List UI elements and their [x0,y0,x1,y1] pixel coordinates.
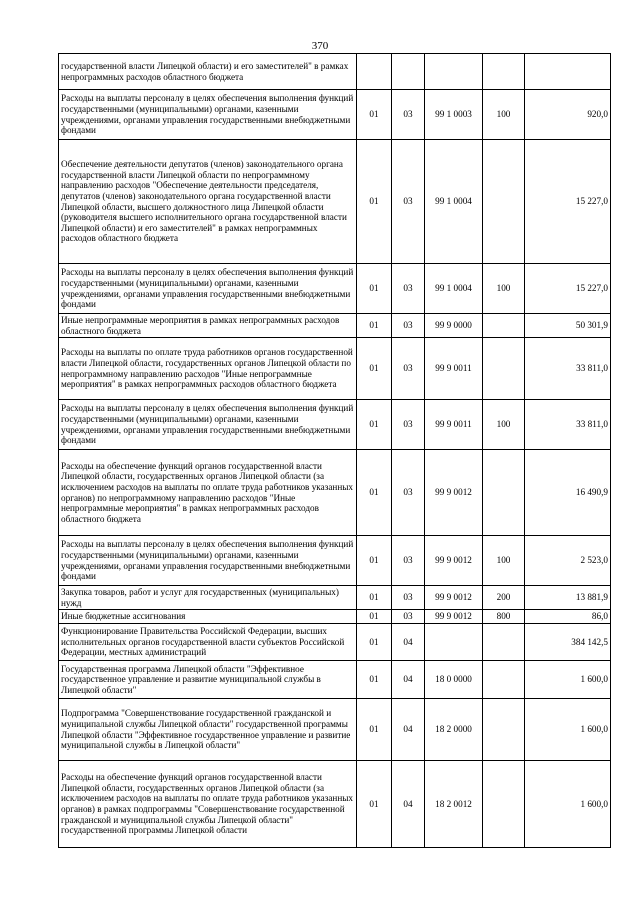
table-row [59,624,611,661]
row-article: 99 9 0012 [425,450,483,536]
row-name: Расходы на выплаты персоналу в целях обеспечения выполнения функций государственными (муниципальными) органами, казенными учреждениями, органами управления государственными внебюджетными фондами [59,264,357,314]
row-name: Расходы на выплаты персоналу в целях обеспечения выполнения функций государственными (муниципальными) органами, казенными учреждениями, органами управления государственными внебюджетными фондами [59,400,357,450]
row-subsection: 03 [392,90,425,140]
row-section: 01 [357,586,392,610]
row-subsection: 04 [392,624,425,661]
row-expense-type [483,54,525,90]
row-section: 01 [357,661,392,699]
row-name: Расходы на обеспечение функций органов государственной власти Липецкой области, государственных органов Липецкой области (за исключением расходов на выплаты по оплате труда работников указанных органов) по непрограммному направлению расходов "Иные непрограммные мероприятия" в рамках непрограммных расходов областного бюджета [59,450,357,536]
table-row [59,761,611,848]
row-section: 01 [357,264,392,314]
table-row [59,699,611,761]
row-section: 01 [357,610,392,624]
row-sum: 384 142,5 [525,624,611,661]
row-name: Обеспечение деятельности депутатов (членов) законодательного органа государственной власти Липецкой области по непрограммному направлению расходов "Обеспечение деятельности председателя, депутатов (членов) законодательного органа государственной власти Липецкой области, высшего должностного лица Липецкой области (руководителя высшего исполнительного органа государственной власти Липецкой области) и его заместителей" в рамках непрограммных расходов областного бюджета [59,140,357,264]
row-subsection: 03 [392,536,425,586]
row-article: 18 2 0012 [425,761,483,848]
row-sum [525,54,611,90]
row-article: 99 1 0003 [425,90,483,140]
row-article: 18 2 0000 [425,699,483,761]
row-sum: 15 227,0 [525,140,611,264]
row-article [425,624,483,661]
row-name: государственной власти Липецкой области) и его заместителей" в рамках непрограммных расходов областного бюджета [59,54,357,90]
row-expense-type: 100 [483,90,525,140]
row-name: Функционирование Правительства Российской Федерации, высших исполнительных органов государственной власти субъектов Российской Федерации, местных администраций [59,624,357,661]
row-subsection: 03 [392,610,425,624]
row-expense-type [483,761,525,848]
table-row [59,536,611,586]
budget-table-body [59,54,611,848]
row-expense-type [483,140,525,264]
row-sum: 1 600,0 [525,699,611,761]
row-section: 01 [357,699,392,761]
row-sum: 15 227,0 [525,264,611,314]
table-row [59,54,611,90]
row-expense-type [483,314,525,338]
row-article: 18 0 0000 [425,661,483,699]
row-article: 99 9 0000 [425,314,483,338]
row-expense-type: 100 [483,264,525,314]
row-subsection: 03 [392,400,425,450]
row-sum: 13 881,9 [525,586,611,610]
row-subsection: 03 [392,450,425,536]
row-article: 99 9 0012 [425,610,483,624]
row-section [357,54,392,90]
row-name: Подпрограмма "Совершенствование государственной гражданской и муниципальной службы Липецкой области" государственной программы Липецкой области "Эффективное государственное управление и развитие муниципальной службы в Липецкой области" [59,699,357,761]
row-sum: 33 811,0 [525,338,611,400]
row-section: 01 [357,400,392,450]
row-expense-type [483,699,525,761]
budget-table [58,53,611,848]
table-row [59,314,611,338]
row-section: 01 [357,624,392,661]
table-row [59,586,611,610]
row-subsection: 03 [392,338,425,400]
table-row [59,90,611,140]
row-sum: 2 523,0 [525,536,611,586]
row-expense-type: 800 [483,610,525,624]
row-name: Закупка товаров, работ и услуг для государственных (муниципальных) нужд [59,586,357,610]
row-subsection: 03 [392,264,425,314]
row-name: Расходы на обеспечение функций органов государственной власти Липецкой области, государственных органов Липецкой области (за исключением расходов на выплаты по оплате труда работников указанных органов) в рамках подпрограммы "Совершенствование государственной гражданской и муниципальной службы Липецкой области" государственной программы Липецкой области [59,761,357,848]
row-expense-type [483,338,525,400]
row-name: Расходы на выплаты персоналу в целях обеспечения выполнения функций государственными (муниципальными) органами, казенными учреждениями, органами управления государственными внебюджетными фондами [59,90,357,140]
row-section: 01 [357,450,392,536]
row-name: Расходы на выплаты персоналу в целях обеспечения выполнения функций государственными (муниципальными) органами, казенными учреждениями, органами управления государственными внебюджетными фондами [59,536,357,586]
row-subsection: 03 [392,586,425,610]
table-row [59,140,611,264]
row-expense-type [483,661,525,699]
row-subsection: 03 [392,314,425,338]
row-expense-type [483,450,525,536]
table-row [59,264,611,314]
row-article: 99 9 0012 [425,586,483,610]
row-section: 01 [357,761,392,848]
row-sum: 33 811,0 [525,400,611,450]
row-name: Расходы на выплаты по оплате труда работников органов государственной власти Липецкой области, государственных органов Липецкой области по непрограммному направлению расходов "Иные непрограммные мероприятия" в рамках непрограммных расходов областного бюджета [59,338,357,400]
row-section: 01 [357,140,392,264]
row-expense-type: 100 [483,400,525,450]
row-article: 99 9 0011 [425,400,483,450]
table-row [59,400,611,450]
page-number: 370 [311,40,329,52]
row-name: Государственная программа Липецкой области "Эффективное государственное управление и развитие муниципальной службы в Липецкой области" [59,661,357,699]
row-article: 99 9 0011 [425,338,483,400]
row-subsection: 04 [392,699,425,761]
row-expense-type: 200 [483,586,525,610]
table-row [59,610,611,624]
row-expense-type: 100 [483,536,525,586]
row-sum: 1 600,0 [525,661,611,699]
table-row [59,450,611,536]
row-sum: 50 301,9 [525,314,611,338]
row-sum: 1 600,0 [525,761,611,848]
row-sum: 920,0 [525,90,611,140]
row-name: Иные непрограммные мероприятия в рамках непрограммных расходов областного бюджета [59,314,357,338]
row-section: 01 [357,338,392,400]
row-name: Иные бюджетные ассигнования [59,610,357,624]
row-subsection: 04 [392,661,425,699]
row-section: 01 [357,314,392,338]
table-row [59,338,611,400]
table-row [59,661,611,699]
row-section: 01 [357,90,392,140]
row-article: 99 9 0012 [425,536,483,586]
row-article: 99 1 0004 [425,264,483,314]
row-article: 99 1 0004 [425,140,483,264]
row-sum: 16 490,9 [525,450,611,536]
row-subsection [392,54,425,90]
row-sum: 86,0 [525,610,611,624]
row-subsection: 03 [392,140,425,264]
row-subsection: 04 [392,761,425,848]
row-expense-type [483,624,525,661]
row-article [425,54,483,90]
row-section: 01 [357,536,392,586]
